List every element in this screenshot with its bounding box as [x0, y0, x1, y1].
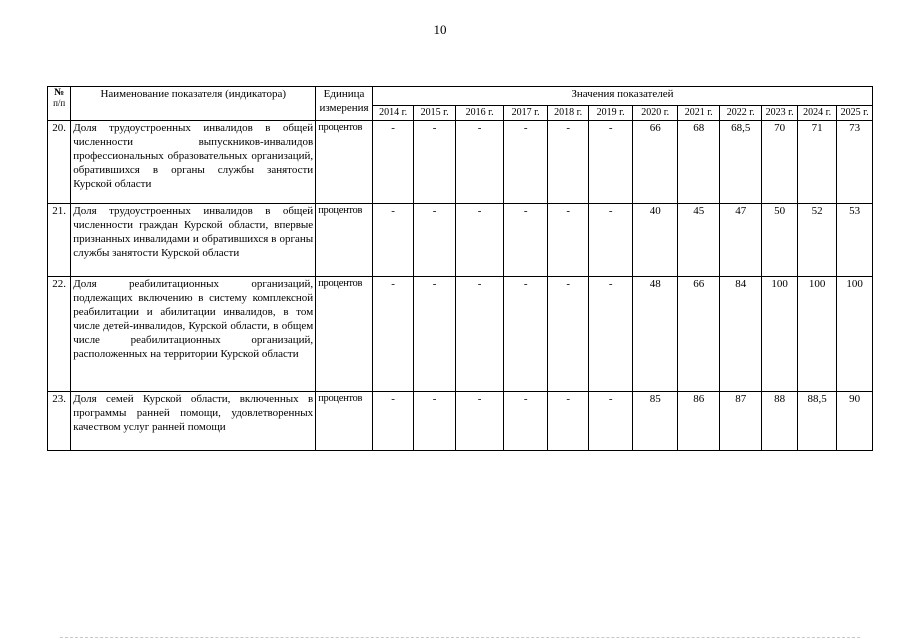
value-cell: - — [547, 392, 588, 451]
value-cell: - — [372, 121, 413, 204]
column-header-values: Значения показателей — [372, 87, 872, 106]
value-cell: 52 — [797, 204, 836, 277]
column-header-name: Наименование показателя (индикатора) — [71, 87, 316, 121]
value-cell: - — [455, 392, 504, 451]
value-cell: 53 — [837, 204, 873, 277]
row-number: 23. — [48, 392, 71, 451]
value-cell: 40 — [632, 204, 678, 277]
column-header-unit — [316, 87, 373, 121]
value-cell: 90 — [837, 392, 873, 451]
number-sign: № — [54, 87, 65, 98]
value-cell: - — [504, 277, 548, 392]
year-header: 2023 г. — [762, 106, 797, 121]
scan-edge-divider — [60, 637, 860, 638]
value-cell: - — [414, 204, 455, 277]
indicator-name: Доля семей Курской области, включенных в программы ранней помощи, удовлетворенных качеством услуг ранней помощи — [71, 392, 316, 451]
value-cell: 50 — [762, 204, 797, 277]
value-cell: - — [455, 121, 504, 204]
value-cell: 73 — [837, 121, 873, 204]
row-number: 20. — [48, 121, 71, 204]
value-cell: - — [547, 121, 588, 204]
value-cell: - — [372, 204, 413, 277]
year-header: 2019 г. — [589, 106, 633, 121]
header-row — [48, 87, 873, 106]
unit-header-line2: измерения — [319, 102, 369, 114]
year-header: 2020 г. — [632, 106, 678, 121]
year-header: 2024 г. — [797, 106, 836, 121]
unit-cell: процентов — [316, 392, 373, 451]
year-header: 2021 г. — [678, 106, 719, 121]
year-header: 2025 г. — [837, 106, 873, 121]
unit-cell: процентов — [316, 204, 373, 277]
column-header-number — [48, 87, 71, 121]
value-cell: 47 — [719, 204, 762, 277]
value-cell: 66 — [678, 277, 719, 392]
value-cell: - — [504, 204, 548, 277]
value-cell: - — [372, 277, 413, 392]
value-cell: - — [414, 277, 455, 392]
value-cell: - — [589, 204, 633, 277]
value-cell: 100 — [837, 277, 873, 392]
table-row — [48, 277, 873, 392]
table-row — [48, 392, 873, 451]
year-header: 2022 г. — [719, 106, 762, 121]
value-cell: 48 — [632, 277, 678, 392]
value-cell: - — [504, 121, 548, 204]
value-cell: - — [589, 277, 633, 392]
row-number: 22. — [48, 277, 71, 392]
table-row — [48, 121, 873, 204]
value-cell: 86 — [678, 392, 719, 451]
value-cell: 68,5 — [719, 121, 762, 204]
value-cell: 100 — [797, 277, 836, 392]
value-cell: 88 — [762, 392, 797, 451]
value-cell: - — [372, 392, 413, 451]
value-cell: 45 — [678, 204, 719, 277]
value-cell: 71 — [797, 121, 836, 204]
year-header: 2017 г. — [504, 106, 548, 121]
year-header: 2014 г. — [372, 106, 413, 121]
value-cell: - — [414, 121, 455, 204]
value-cell: - — [589, 121, 633, 204]
indicators-table — [47, 86, 873, 451]
value-cell: - — [547, 204, 588, 277]
table-row — [48, 204, 873, 277]
value-cell: 100 — [762, 277, 797, 392]
year-header: 2018 г. — [547, 106, 588, 121]
value-cell: 87 — [719, 392, 762, 451]
value-cell: 66 — [632, 121, 678, 204]
indicator-name: Доля трудоустроенных инвалидов в общей численности выпускников-инвалидов профессиональных образовательных организаций, обратившихся в органы службы занятости Курской области — [71, 121, 316, 204]
page-number: 10 — [433, 22, 447, 37]
unit-cell: процентов — [316, 121, 373, 204]
value-cell: - — [455, 204, 504, 277]
value-cell: 70 — [762, 121, 797, 204]
value-cell: 88,5 — [797, 392, 836, 451]
value-cell: - — [455, 277, 504, 392]
unit-cell: процентов — [316, 277, 373, 392]
year-header: 2015 г. — [414, 106, 455, 121]
value-cell: - — [589, 392, 633, 451]
unit-header-line1: Единица — [323, 88, 365, 100]
number-subtitle: п/п — [53, 98, 66, 108]
value-cell: - — [547, 277, 588, 392]
value-cell: - — [414, 392, 455, 451]
indicator-name: Доля трудоустроенных инвалидов в общей численности граждан Курской области, впервые признанных инвалидами и обратившихся в органы службы занятости Курской области — [71, 204, 316, 277]
value-cell: 85 — [632, 392, 678, 451]
year-header: 2016 г. — [455, 106, 504, 121]
value-cell: - — [504, 392, 548, 451]
row-number: 21. — [48, 204, 71, 277]
value-cell: 68 — [678, 121, 719, 204]
indicator-name: Доля реабилитационных организаций, подлежащих включению в систему комплексной реабилитации и абилитации инвалидов, в том числе детей-инвалидов, Курской области, в общем числе реабилитационных организаций, расположенных на территории Курской области — [71, 277, 316, 392]
value-cell: 84 — [719, 277, 762, 392]
